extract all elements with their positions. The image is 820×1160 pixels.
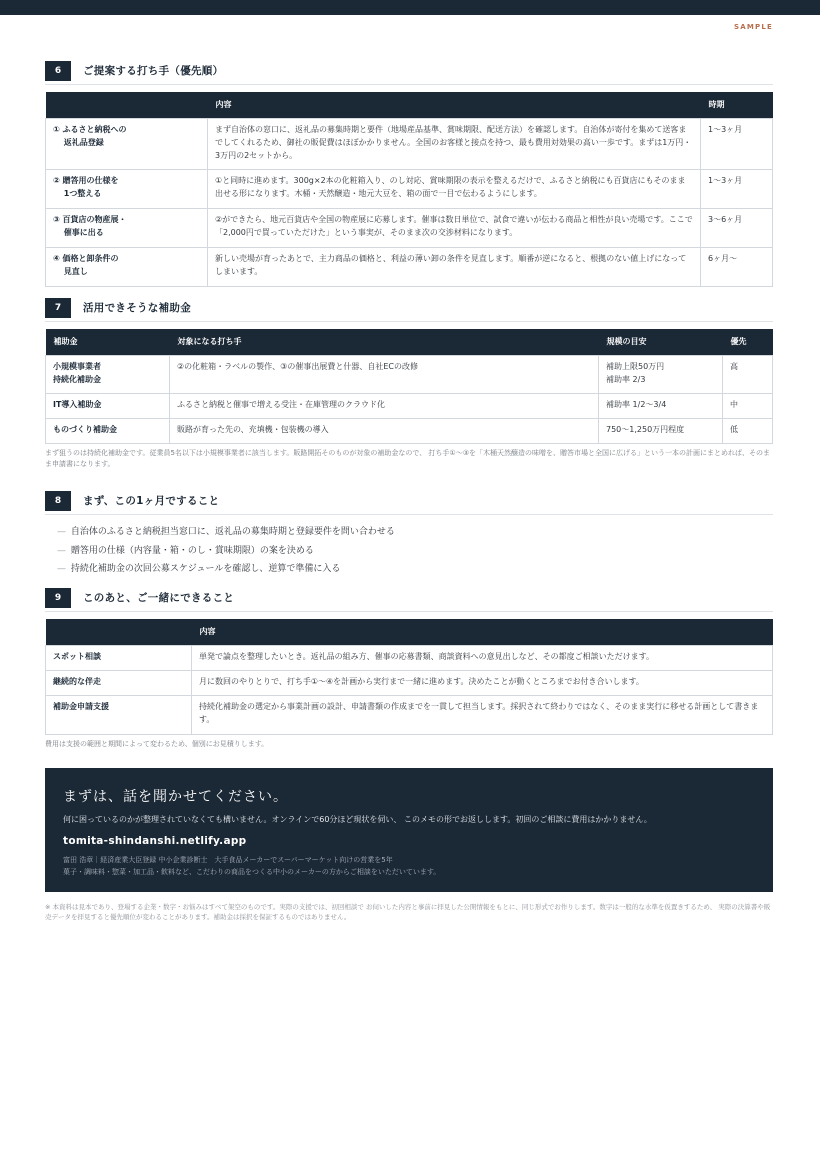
- service-name: 補助金申請支援: [46, 696, 192, 735]
- section-title: 活用できそうな補助金: [83, 302, 191, 314]
- row-label: ② 贈答用の仕様を 1つ整える: [46, 170, 208, 209]
- row-label: ④ 価格と卸条件の 見直し: [46, 248, 208, 287]
- section-services: [45, 587, 773, 750]
- section-title: まず、この1ヶ月ですること: [83, 495, 220, 507]
- column-header: 対象になる打ち手: [170, 329, 599, 356]
- column-header: 時期: [701, 92, 773, 119]
- subsidy-scale: 補助上限50万円 補助率 2/3: [599, 356, 723, 394]
- row-period: 1〜3ヶ月: [701, 170, 773, 209]
- subsidy-note: まず狙うのは持続化補助金です。従業員5名以下は小規模事業者に該当します。販路開拓そのものが対象の補助金なので、 打ち手①〜③を「木桶天然醸造の味噌を、贈答市場と全国に広げる」という一本の計画にまとめれば、そのまま申請書になります。: [45, 449, 770, 468]
- section-header: [45, 297, 773, 322]
- section-header: [45, 587, 773, 612]
- subsidy-priority: 中: [723, 394, 773, 419]
- list-item-text: 自治体のふるさと納税担当窓口に、返礼品の募集時期と登録要件を問い合わせる: [70, 527, 395, 537]
- subsidy-name: ものづくり補助金: [46, 419, 170, 444]
- subsidy-name: IT導入補助金: [46, 394, 170, 419]
- subsidy-priority: 高: [723, 356, 773, 394]
- table-header-row: [46, 619, 773, 646]
- row-period: 1〜3ヶ月: [701, 119, 773, 170]
- row-label: ① ふるさと納税への 返礼品登録: [46, 119, 208, 170]
- column-header: 内容: [208, 92, 701, 119]
- subsidy-target: ふるさと納税と催事で増える受注・在庫管理のクラウド化: [170, 394, 599, 419]
- list-item: — 贈答用の仕様（内容量・箱・のし・賞味期限）の案を決める: [57, 545, 314, 556]
- proposals-table: [45, 92, 773, 287]
- column-header: 優先: [723, 329, 773, 356]
- row-label: ③ 百貨店の物産展・ 催事に出る: [46, 209, 208, 248]
- subsidy-name: 小規模事業者 持続化補助金: [46, 356, 170, 394]
- section-title: ご提案する打ち手（優先順）: [83, 65, 224, 77]
- table-row: [46, 696, 773, 735]
- subsidy-priority: 低: [723, 419, 773, 444]
- cta-body: 何に困っているのかが整理されていなくても構いません。オンラインで60分ほど現状を伺い、 このメモの形でお返しします。初回のご相談に費用はかかりません。: [63, 815, 652, 824]
- section-header: [45, 60, 773, 85]
- column-header: [46, 619, 192, 646]
- table-row: [46, 170, 773, 209]
- subsidies-table: [45, 329, 773, 444]
- subsidy-scale: 補助率 1/2〜3/4: [599, 394, 723, 419]
- column-header: [46, 92, 208, 119]
- section-first-month: [45, 490, 773, 580]
- section-title: このあと、ご一緒にできること: [83, 592, 235, 604]
- section-number: 9: [45, 588, 71, 608]
- subsidy-target: 販路が育った先の、充填機・包装機の導入: [170, 419, 599, 444]
- row-period: 6ヶ月〜: [701, 248, 773, 287]
- table-row: [46, 419, 773, 444]
- table-row: [46, 394, 773, 419]
- table-row: [46, 248, 773, 287]
- top-bar: [0, 0, 820, 15]
- section-number: 6: [45, 61, 71, 81]
- sample-label: SAMPLE: [734, 23, 773, 31]
- service-content: 月に数回のやりとりで、打ち手①〜④を計画から実行まで一緒に進めます。決めたことが動くところまでお付き合いします。: [192, 671, 773, 696]
- column-header: 内容: [192, 619, 773, 646]
- section-proposals: [45, 60, 773, 287]
- table-header-row: [46, 92, 773, 119]
- row-content: ①と同時に進めます。300g×2本の化粧箱入り、のし対応、賞味期限の表示を整えるだけで、ふるさと納税にも百貨店にもそのまま出せる形になります。木桶・天然醸造・地元大豆を、箱の面で一目で伝わるようにします。: [208, 170, 701, 209]
- list-item-text: 贈答用の仕様（内容量・箱・のし・賞味期限）の案を決める: [70, 545, 314, 556]
- subsidy-target: ②の化粧箱・ラベルの製作、③の催事出展費と什器、自社ECの改修: [170, 356, 599, 394]
- services-table: [45, 619, 773, 735]
- section-header: [45, 490, 773, 515]
- section-number: 7: [45, 298, 71, 318]
- services-note: 費用は支援の範囲と期間によって変わるため、個別にお見積りします。: [45, 740, 269, 748]
- service-content: 持続化補助金の選定から事業計画の設計、申請書類の作成までを一貫して担当します。採択されて終わりではなく、そのまま実行に移せる計画として書きます。: [192, 696, 773, 735]
- service-name: スポット相談: [46, 646, 192, 671]
- column-header: 規模の目安: [599, 329, 723, 356]
- row-content: 新しい売場が育ったあとで、主力商品の価格と、利益の薄い卸の条件を見直します。順番が逆になると、根拠のない値上げになってしまいます。: [208, 248, 701, 287]
- table-row: [46, 671, 773, 696]
- service-name: 継続的な伴走: [46, 671, 192, 696]
- row-content: まず自治体の窓口に、返礼品の募集時期と要件（地場産品基準、賞味期限、配送方法）を確認します。自治体が寄付を集めて送客までしてくれるため、御社の販促費はほぼかかりません。全国のお客様と接点を持つ、最も費用対効果の高い一歩です。まずは1万円・3万円の2セットから。: [208, 119, 701, 170]
- table-row: [46, 209, 773, 248]
- contact-cta-box: [45, 768, 773, 892]
- column-header: 補助金: [46, 329, 170, 356]
- profile-line: 菓子・調味料・惣菜・加工品・飲料など、こだわりの商品をつくる中小のメーカーの方からご相談をいただいています。: [63, 867, 441, 876]
- row-period: 3〜6ヶ月: [701, 209, 773, 248]
- row-content: ②ができたら、地元百貨店や全国の物産展に応募します。催事は数日単位で、試食で違いが伝わる商品と相性が良い売場です。ここで「2,000円で買っていただけた」という事実が、そのまま次の交渉材料になります。: [208, 209, 701, 248]
- section-number: 8: [45, 491, 71, 511]
- table-row: [46, 646, 773, 671]
- list-item: — 自治体のふるさと納税担当窓口に、返礼品の募集時期と登録要件を問い合わせる: [57, 527, 395, 537]
- profile-line: 富田 浩章｜経済産業大臣登録 中小企業診断士 大手食品メーカーでスーパーマーケット向けの営業を5年: [63, 856, 393, 864]
- table-header-row: [46, 329, 773, 356]
- website-link[interactable]: tomita-shindanshi.netlify.app: [63, 835, 247, 847]
- table-row: [46, 119, 773, 170]
- section-subsidies: [45, 297, 773, 470]
- disclaimer-footnote: ※ 本資料は見本であり、登場する企業・数字・お悩みはすべて架空のものです。実際の支援では、初回相談で お伺いした内容と事前に拝見した公開情報をもとに、同じ形式でお作りします。数字は一般的な水準を仮置きするため、 実際の決算書や販売データを拝見すると優先順位が変わることがあります。補助金は採択を保証するものではありません。: [45, 903, 771, 922]
- table-row: [46, 356, 773, 394]
- list-item-text: 持続化補助金の次回公募スケジュールを確認し、逆算で準備に入る: [70, 564, 341, 574]
- list-item: — 持続化補助金の次回公募スケジュールを確認し、逆算で準備に入る: [57, 564, 341, 574]
- subsidy-scale: 750〜1,250万円程度: [599, 419, 723, 444]
- cta-title: まずは、話を聞かせてください。: [63, 789, 288, 805]
- service-content: 単発で論点を整理したいとき。返礼品の組み方、催事の応募書類、商談資料への意見出しなど、その都度ご相談いただけます。: [192, 646, 773, 671]
- consultant-profile: [63, 855, 440, 878]
- action-list: [45, 524, 773, 580]
